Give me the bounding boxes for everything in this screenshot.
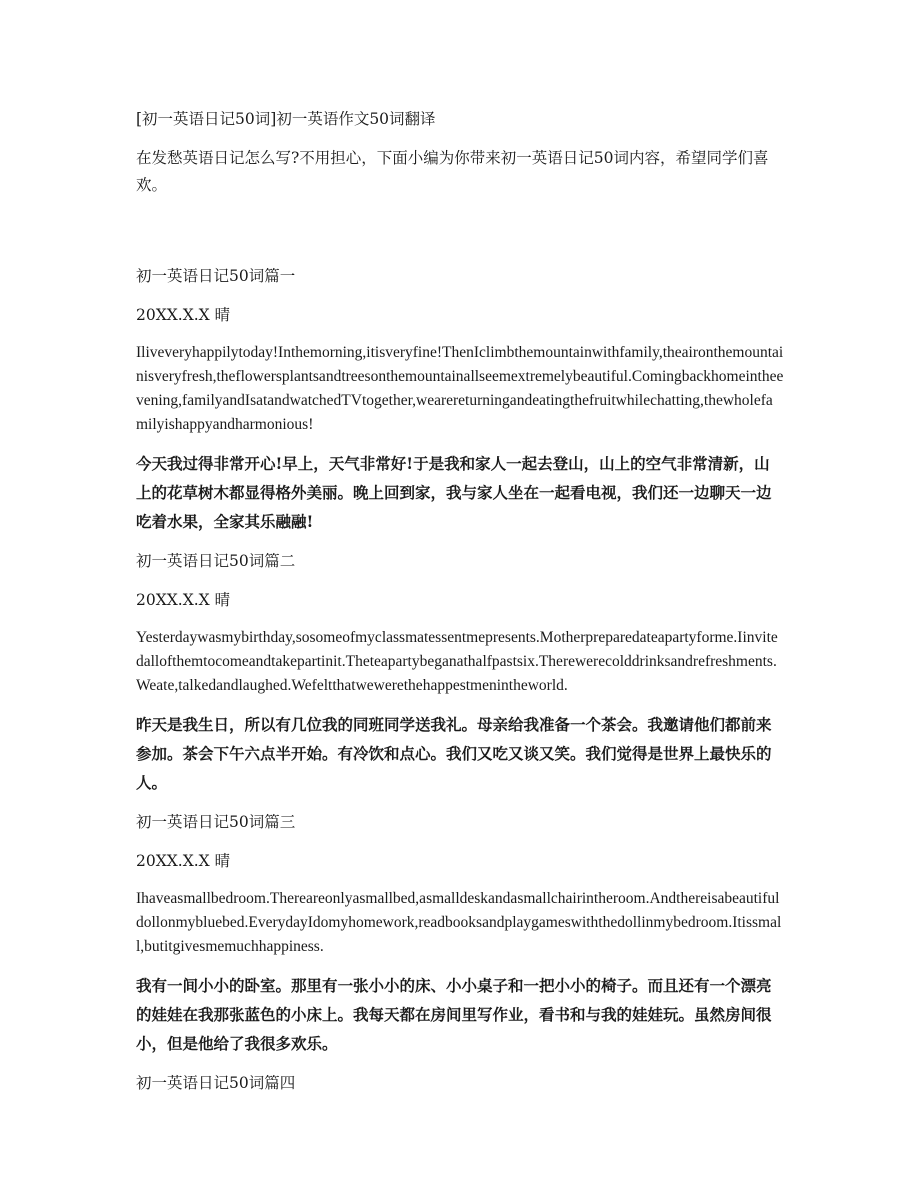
english-paragraph: Iliveveryhappilytoday!Inthemorning,itisveryfine!ThenIclimbthemountainwithfamily,theaironthemountainisveryfresh,theflowersplantsandtreesonthemountainallseemextremelybeautiful.Comingbackhomeintheevening,familyandIsatandwatchedTVtogether,wearereturningandeatingthefruitwhilechatting,thewholefamilyishappyandharmonious! (136, 344, 784, 433)
chinese-paragraph: 我有一间小小的卧室。那里有一张小小的床、小小桌子和一把小小的椅子。而且还有一个漂亮的娃娃在我那张蓝色的小床上。我每天都在房间里写作业，看书和与我的娃娃玩。虽然房间很小，但是他给了我很多欢乐。 (136, 976, 772, 1053)
section-date: 20XX.X.X 晴 (136, 852, 231, 870)
section-date: 20XX.X.X 晴 (136, 306, 231, 324)
document-page (136, 106, 784, 1109)
section-heading: 初一英语日记50词篇一 (136, 267, 296, 285)
intro-paragraph: 在发愁英语日记怎么写?不用担心，下面小编为你带来初一英语日记50词内容，希望同学们喜欢。 (136, 149, 769, 194)
section-heading: 初一英语日记50词篇二 (136, 552, 296, 570)
english-paragraph: Ihaveasmallbedroom.Thereareonlyasmallbed,asmalldeskandasmallchairintheroom.Andthereisabeautifuldollonmybluebed.EverydayIdomyhomework,readbooksandplaygameswiththedollinmybedroom.Itissmall,butitgivesmemuchhappiness. (136, 890, 782, 955)
diary-section-3 (136, 809, 784, 1058)
document-title: [初一英语日记50词]初一英语作文50词翻译 (136, 110, 436, 128)
diary-section-1 (136, 263, 784, 536)
section-heading: 初一英语日记50词篇三 (136, 813, 296, 831)
english-paragraph: Yesterdaywasmybirthday,sosomeofmyclassmatessentmepresents.Motherpreparedateapartyforme.Iinvitedallofthemtocomeandtakepartinit.Theteapartybeganathalfpastsix.Therewerecolddrinksandrefreshments.Weate,talkedandlaughed.Wefeltthatwewerethehappestmenintheworld. (136, 629, 778, 694)
section-date: 20XX.X.X 晴 (136, 591, 231, 609)
chinese-paragraph: 今天我过得非常开心!早上，天气非常好!于是我和家人一起去登山，山上的空气非常清新，山上的花草树木都显得格外美丽。晚上回到家，我与家人坐在一起看电视，我们还一边聊天一边吃着水果，全家其乐融融! (136, 454, 772, 531)
diary-section-2 (136, 548, 784, 797)
section-heading-4: 初一英语日记50词篇四 (136, 1074, 296, 1092)
chinese-paragraph: 昨天是我生日，所以有几位我的同班同学送我礼。母亲给我准备一个茶会。我邀请他们都前来参加。茶会下午六点半开始。有冷饮和点心。我们又吃又谈又笑。我们觉得是世界上最快乐的人。 (136, 715, 772, 792)
